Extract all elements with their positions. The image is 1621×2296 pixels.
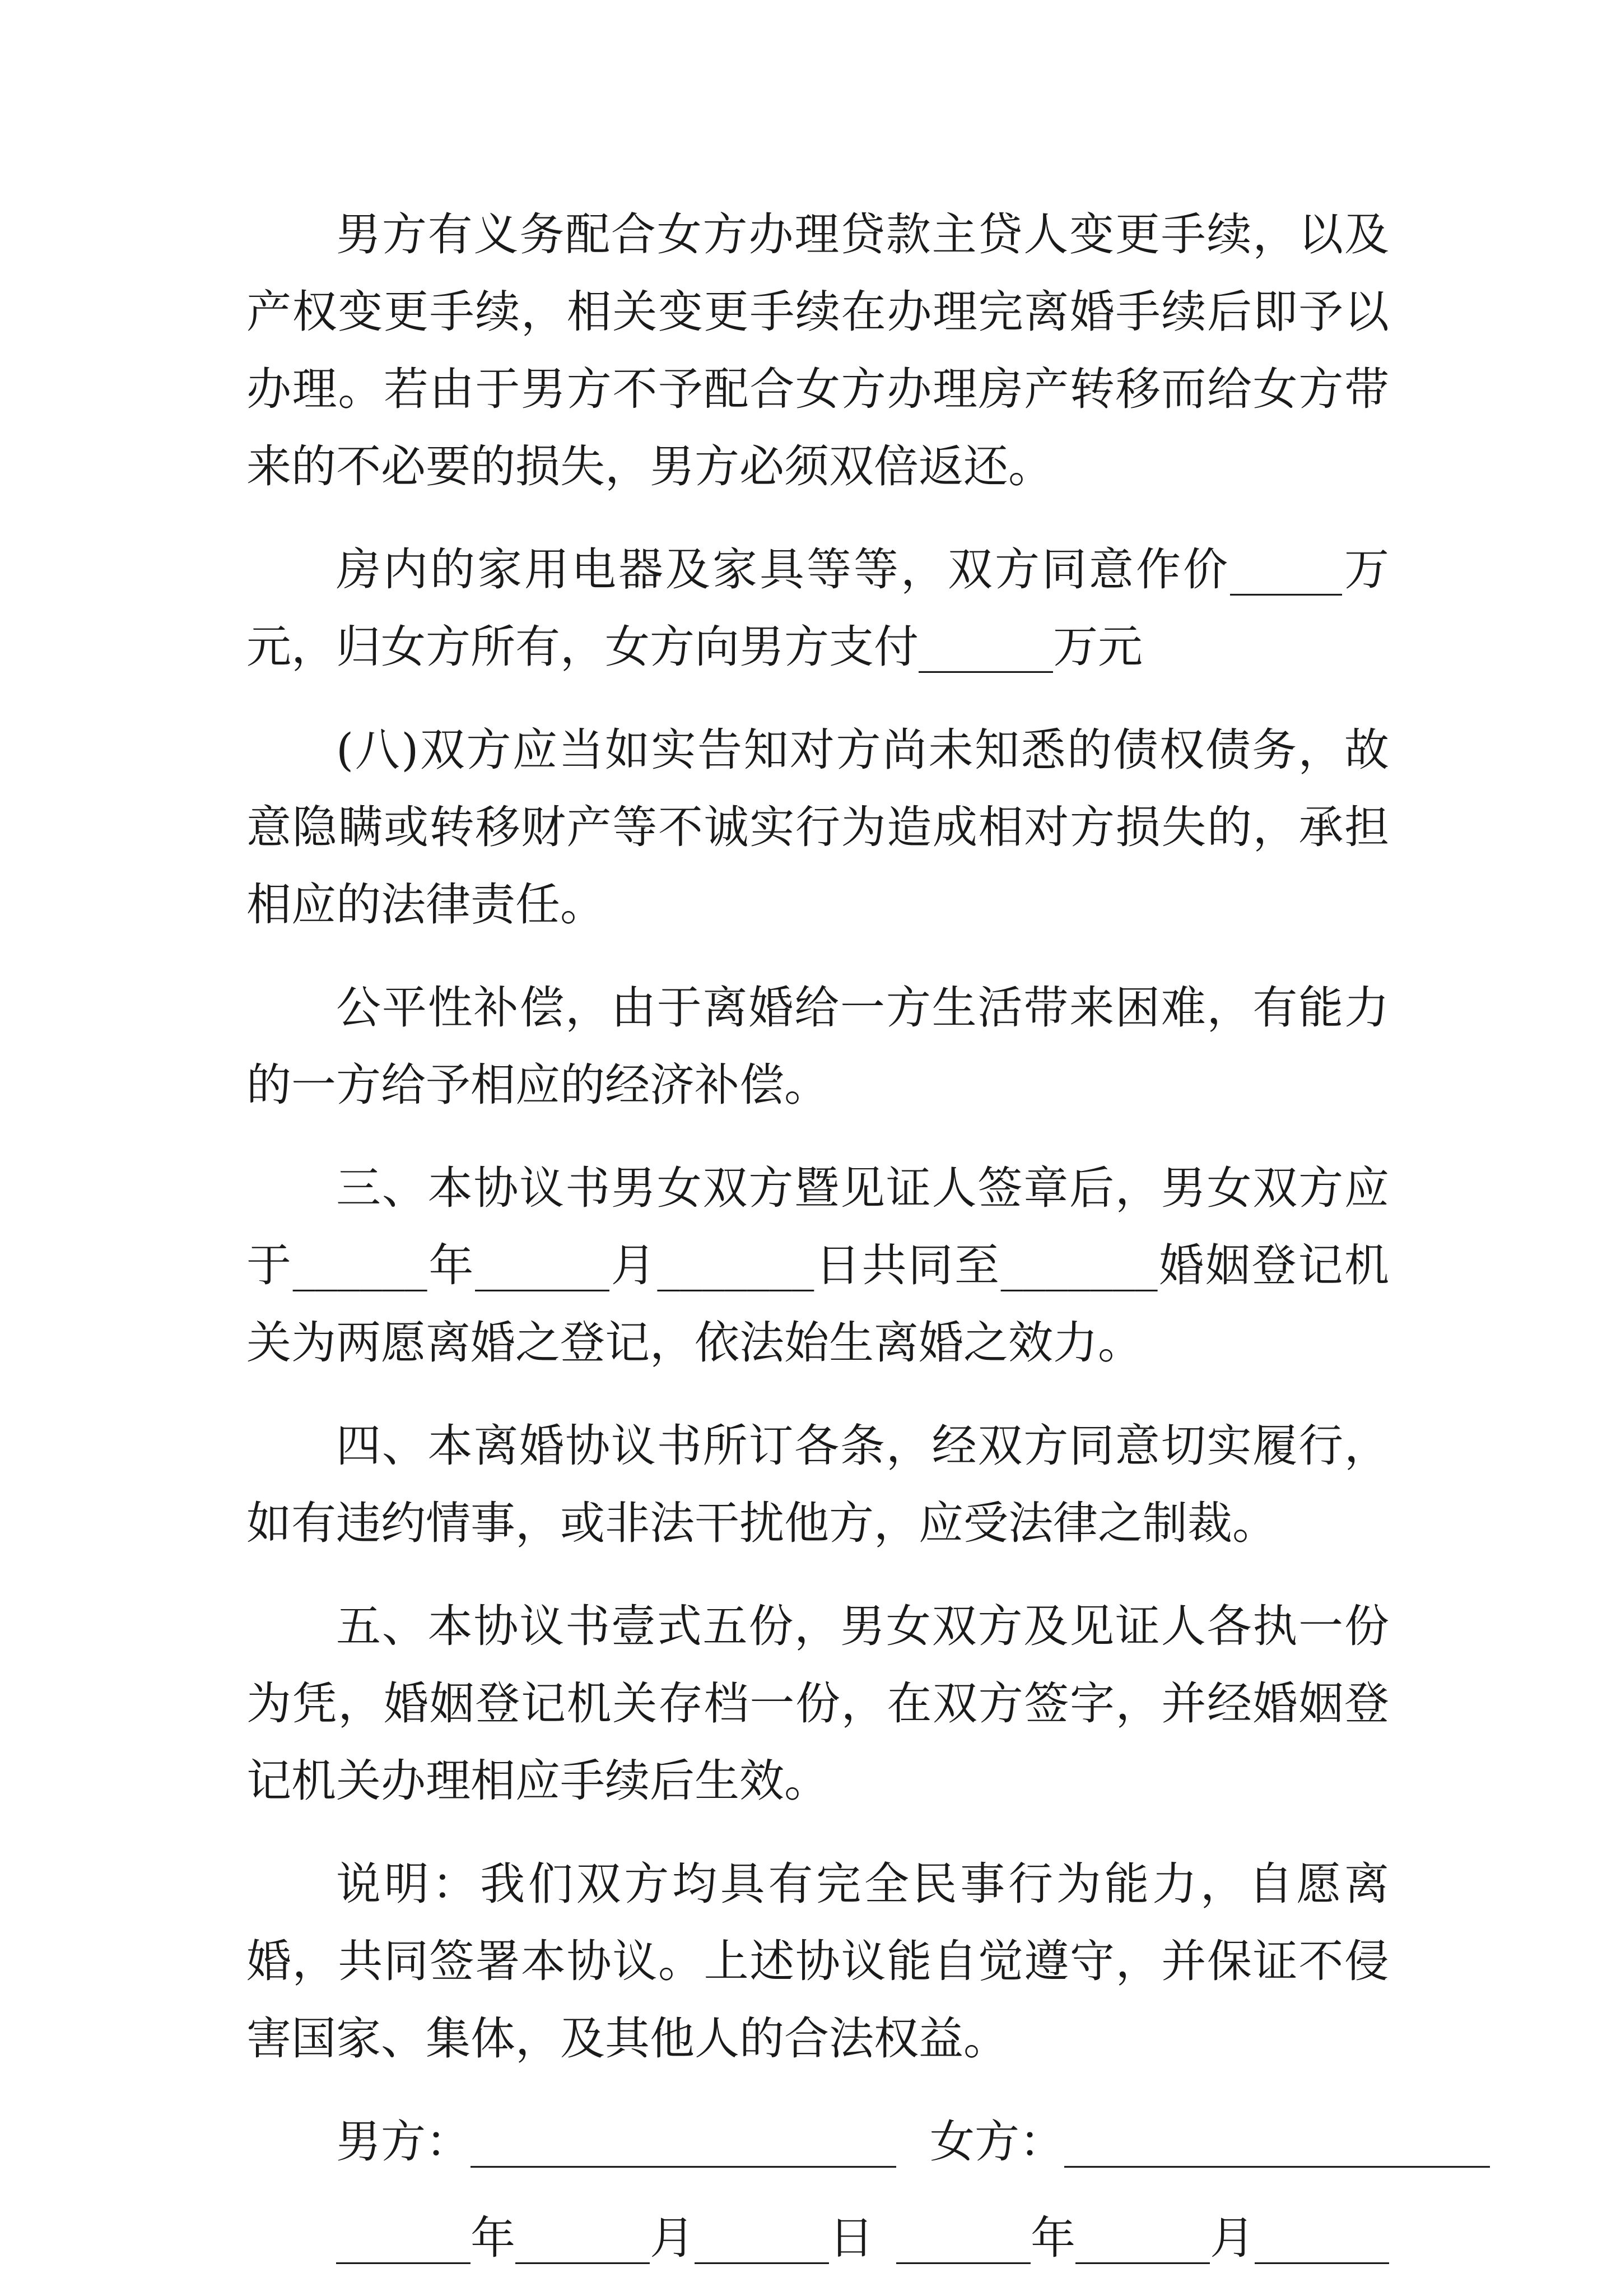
paragraph-registration: 三、本协议书男女双方暨见证人签章后，男女双方应于______年______月_______日共同至_______婚姻登记机关为两愿离婚之登记，依法始生离婚之效力。: [246, 1162, 1389, 1369]
paragraph-appliances: 房内的家用电器及家具等等，双方同意作价_____万元，归女方所有，女方向男方支付______万元: [246, 543, 1389, 673]
paragraph-compensation: 公平性补偿，由于离婚给一方生活带来困难，有能力的一方给予相应的经济补偿。: [246, 982, 1389, 1111]
female-label: 女方：: [930, 2116, 1064, 2168]
paragraph-loan-transfer: 男方有义务配合女方办理贷款主贷人变更手续，以及产权变更手续，相关变更手续在办理完离婚手续后即予以办理。若由于男方不予配合女方办理房产转移而给女方带来的不必要的损失，男方必须双倍返还。: [246, 208, 1389, 492]
female-date: ______年______月______: [896, 2212, 1389, 2264]
paragraph-statement: 说明：我们双方均具有完全民事行为能力，自愿离婚，共同签署本协议。上述协议能自觉遵守，并保证不侵害国家、集体，及其他人的合法权益。: [246, 1858, 1389, 2065]
male-date: ______年______月______日: [336, 2212, 874, 2264]
document-page: [246, 196, 1490, 2296]
paragraph-performance: 四、本离婚协议书所订各条，经双方同意切实履行，如有违约情事，或非法干扰他方，应受法律之制裁。: [246, 1420, 1389, 1549]
date-line: [246, 2200, 1389, 2277]
signature-line: [246, 2103, 1490, 2181]
paragraph-debts: (八)双方应当如实告知对方尚未知悉的债权债务，故意隐瞒或转移财产等不诚实行为造成相对方损失的，承担相应的法律责任。: [246, 724, 1389, 931]
male-label: 男方：: [336, 2116, 471, 2168]
male-signature-blank: ___________________: [471, 2116, 896, 2168]
paragraph-copies: 五、本协议书壹式五份，男女双方及见证人各执一份为凭，婚姻登记机关存档一份，在双方签字，并经婚姻登记机关办理相应手续后生效。: [246, 1600, 1389, 1807]
female-signature-blank: ___________________: [1064, 2116, 1490, 2168]
